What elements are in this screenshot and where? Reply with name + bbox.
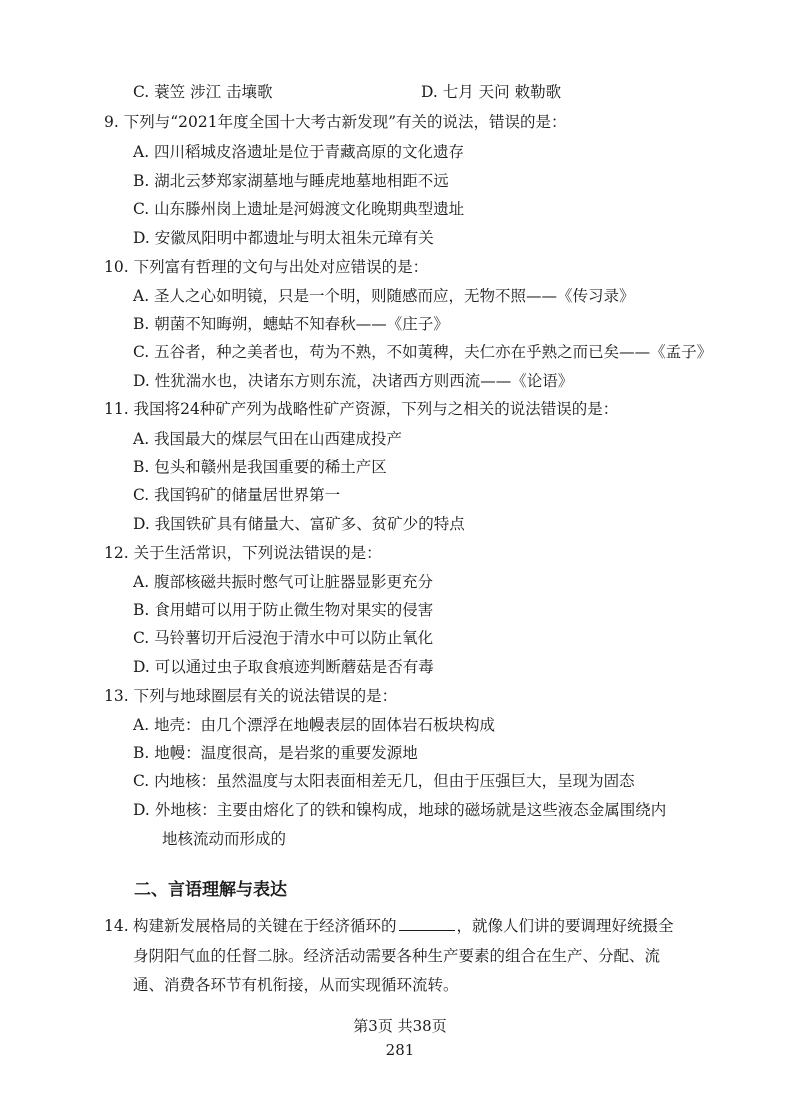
question-14-line1 [133, 916, 674, 936]
q9-option-a: A. 四川稻城皮洛遗址是位于青藏高原的文化遗存 [133, 143, 465, 161]
section-title: 二、言语理解与表达 [134, 880, 287, 900]
q14-line1-part-b: ，就像人们讲的要调理好统摄全 [456, 917, 674, 935]
page-counter: 第3页 共38页 [353, 1017, 447, 1035]
question-14-number: 14. [104, 917, 129, 935]
q11-option-c: C. 我国钨矿的储量居世界第一 [133, 486, 341, 504]
q9-option-b: B. 湖北云梦郑家湖墓地与睡虎地墓地相距不远 [133, 172, 449, 190]
q12-option-d: D. 可以通过虫子取食痕迹判断蘑菇是否有毒 [133, 658, 434, 676]
q13-option-d-continuation: 地核流动而形成的 [162, 830, 287, 848]
q12-option-b: B. 食用蜡可以用于防止微生物对果实的侵害 [133, 601, 434, 619]
answer-blank [399, 916, 455, 931]
q10-option-b: B. 朝菌不知晦朔，蟪蛄不知春秋——《庄子》 [133, 315, 449, 333]
question-11-stem: 11. 我国将24种矿产列为战略性矿产资源，下列与之相关的说法错误的是： [104, 400, 619, 418]
option-d-prev: D. 七月 天问 敕勒歌 [421, 83, 562, 101]
q13-option-c: C. 内地核：虽然温度与太阳表面相差无几，但由于压强巨大，呈现为固态 [133, 772, 635, 790]
q12-option-a: A. 腹部核磁共振时憋气可让脏器显影更充分 [133, 573, 434, 591]
page-number: 281 [385, 1041, 415, 1059]
q10-option-c: C. 五谷者，种之美者也，苟为不熟，不如荑稗，夫仁亦在乎熟之而已矣——《孟子》 [133, 343, 713, 361]
question-12-stem: 12. 关于生活常识，下列说法错误的是： [104, 544, 382, 562]
q13-option-a: A. 地壳：由几个漂浮在地幔表层的固体岩石板块构成 [133, 716, 496, 734]
q13-option-b: B. 地幔：温度很高，是岩浆的重要发源地 [133, 744, 418, 762]
q11-option-a: A. 我国最大的煤层气田在山西建成投产 [133, 430, 403, 448]
question-9-stem: 9. 下列与“2021年度全国十大考古新发现”有关的说法，错误的是： [104, 113, 567, 131]
question-13-stem: 13. 下列与地球圈层有关的说法错误的是： [104, 687, 398, 705]
q9-option-d: D. 安徽凤阳明中都遗址与明太祖朱元璋有关 [133, 229, 434, 247]
q14-line1-part-a: 构建新发展格局的关键在于经济循环的 [133, 917, 397, 935]
q9-option-c: C. 山东滕州岗上遗址是河姆渡文化晚期典型遗址 [133, 200, 465, 218]
question-14-line2: 身阴阳气血的任督二脉。经济活动需要各种生产要素的组合在生产、分配、流 [133, 947, 661, 965]
question-10-stem: 10. 下列富有哲理的文句与出处对应错误的是： [104, 258, 429, 276]
q10-option-a: A. 圣人之心如明镜，只是一个明，则随感而应，无物不照——《传习录》 [133, 287, 635, 305]
q11-option-b: B. 包头和赣州是我国重要的稀土产区 [133, 458, 387, 476]
q10-option-d: D. 性犹湍水也，决诸东方则东流，决诸西方则西流——《论语》 [133, 372, 574, 390]
q11-option-d: D. 我国铁矿具有储量大、富矿多、贫矿少的特点 [133, 515, 465, 533]
q12-option-c: C. 马铃薯切开后浸泡于清水中可以防止氧化 [133, 629, 434, 647]
q13-option-d: D. 外地核：主要由熔化了的铁和镍构成，地球的磁场就是这些液态金属围绕内 [133, 801, 667, 819]
question-14-line3: 通、消费各环节有机衔接，从而实现循环流转。 [133, 976, 459, 994]
option-c-prev: C. 蓑笠 涉江 击壤歌 [133, 83, 273, 101]
